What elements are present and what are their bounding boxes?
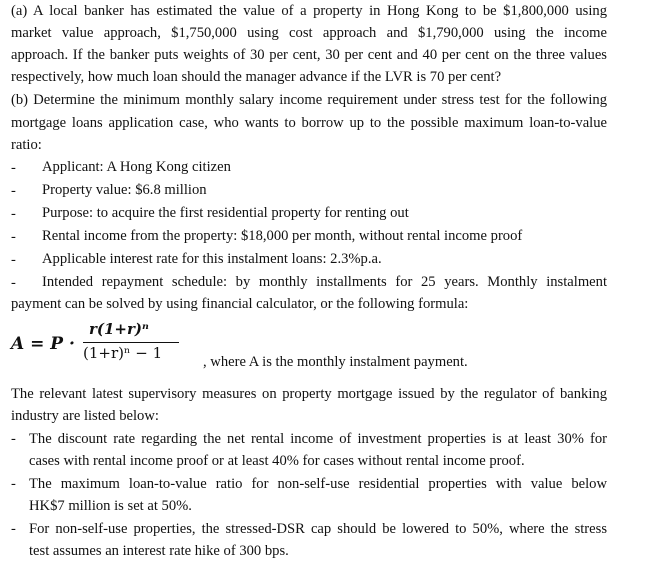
- bullet-dash: -: [11, 160, 16, 176]
- bullet-applicant: Applicant: A Hong Kong citizen: [42, 159, 231, 175]
- bullet-dash: -: [11, 229, 16, 245]
- part-b-line-2: mortgage loans application case, who wants to borrow up to the possible maximum loan-to-value: [11, 115, 607, 131]
- measure-1-line-1: The discount rate regarding the net rental income of investment properties is at least 30% for: [29, 431, 607, 447]
- measure-2-line-2: HK$7 million is set at 50%.: [29, 498, 192, 514]
- measures-intro-line-1: The relevant latest supervisory measures on property mortgage issued by the regulator of banking: [11, 386, 607, 402]
- formula-denominator: (1+r)ⁿ − 1: [83, 344, 163, 362]
- part-a-line-4: respectively, how much loan should the manager advance if the LVR is 70 per cent?: [11, 69, 502, 85]
- bullet-repayment-continuation: payment can be solved by using financial calculator, or the following formula:: [11, 296, 469, 312]
- measures-intro-line-2: industry are listed below:: [11, 408, 159, 424]
- part-b-line-3: ratio:: [11, 137, 42, 153]
- formula-lhs: A = P ·: [11, 334, 75, 354]
- bullet-dash: -: [11, 275, 16, 291]
- measure-dash: -: [11, 431, 16, 447]
- bullet-repayment-schedule: Intended repayment schedule: by monthly installments for 25 years. Monthly instalment: [42, 274, 607, 290]
- instalment-formula: [11, 318, 511, 374]
- measure-dash: -: [11, 521, 16, 537]
- part-a-line-1: (a) A local banker has estimated the value of a property in Hong Kong to be $1,800,000 using: [11, 3, 607, 19]
- part-a-line-3: approach. If the banker puts weights of 30 per cent, 30 per cent and 40 per cent on the three values: [11, 47, 607, 63]
- measure-dash: -: [11, 476, 16, 492]
- fraction-bar: [83, 342, 179, 343]
- measure-3-line-1: For non-self-use properties, the stressed-DSR cap should be lowered to 50%, where the stress: [29, 521, 607, 537]
- formula-numerator: r(1+r)ⁿ: [89, 320, 149, 338]
- measure-1-line-2: cases with rental income proof or at least 40% for cases without rental income proof.: [29, 453, 525, 469]
- part-a-line-2: market value approach, $1,750,000 using cost approach and $1,790,000 using the income: [11, 25, 607, 41]
- measure-2-line-1: The maximum loan-to-value ratio for non-self-use residential properties with value below: [29, 476, 607, 492]
- bullet-dash: -: [11, 183, 16, 199]
- bullet-property-value: Property value: $6.8 million: [42, 182, 207, 198]
- formula-note: , where A is the monthly instalment payment.: [203, 354, 468, 370]
- bullet-dash: -: [11, 206, 16, 222]
- measure-3-line-2: test assumes an interest rate hike of 300 bps.: [29, 543, 289, 559]
- bullet-dash: -: [11, 252, 16, 268]
- bullet-rental-income: Rental income from the property: $18,000 per month, without rental income proof: [42, 228, 523, 244]
- bullet-interest-rate: Applicable interest rate for this instalment loans: 2.3%p.a.: [42, 251, 382, 267]
- bullet-purpose: Purpose: to acquire the first residential property for renting out: [42, 205, 409, 221]
- part-b-line-1: (b) Determine the minimum monthly salary income requirement under stress test for the following: [11, 92, 607, 108]
